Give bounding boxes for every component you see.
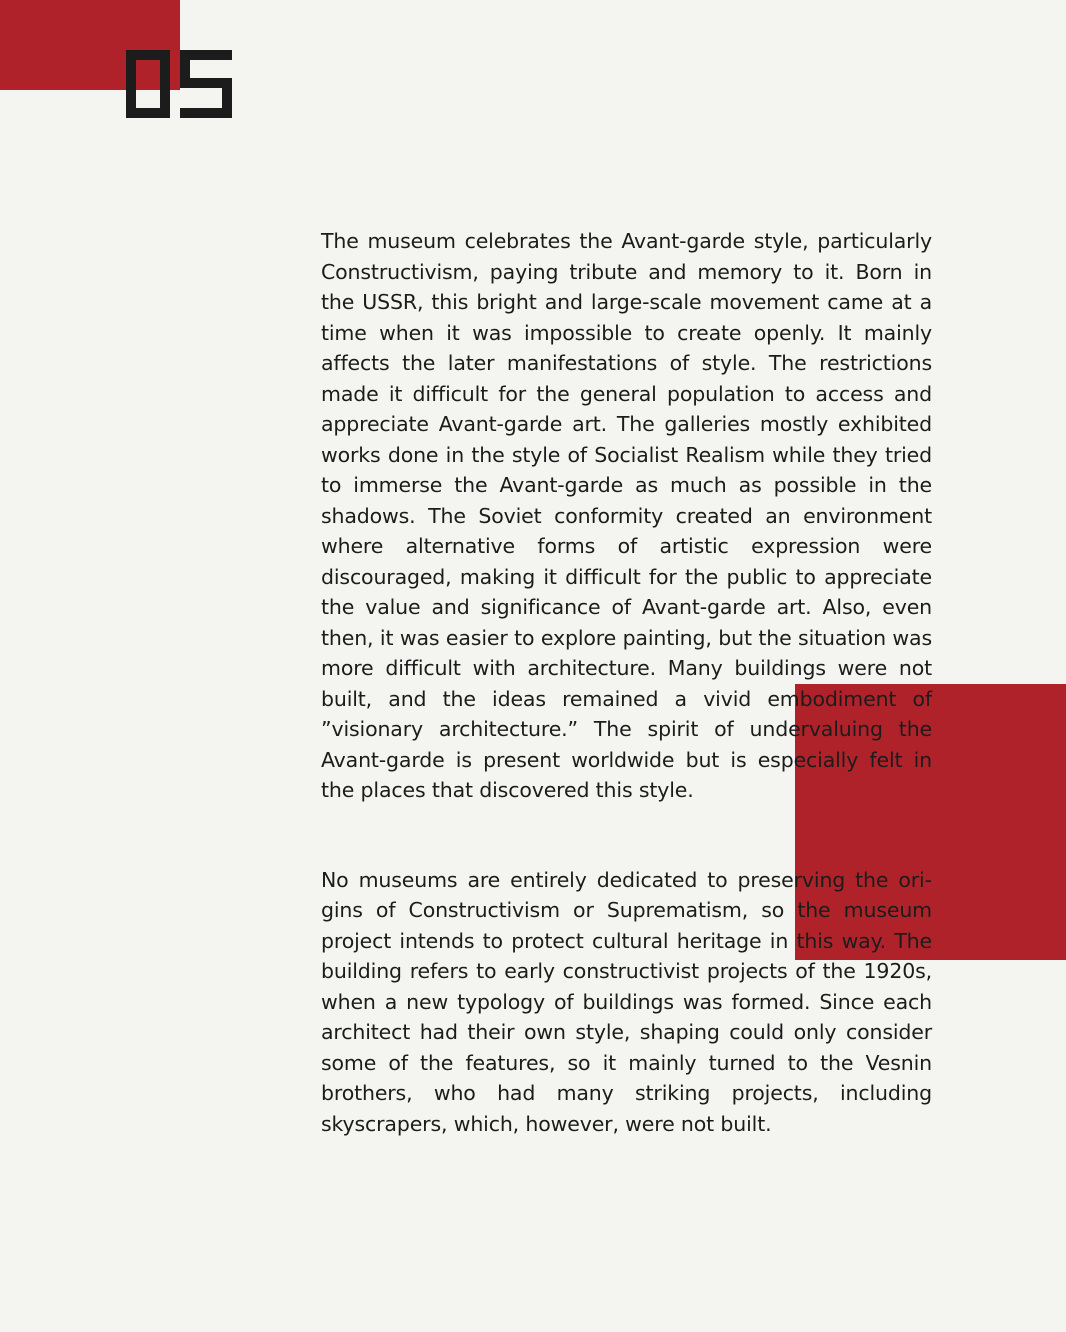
body-paragraph-1: The museum celebrates the Avant-garde style, particularly Constructivism, paying tribute and memory to it. Born in the USSR, this bright and large-scale movement came at a time when it was impossible to create openly. It mainly affects the later manifestations of style. The restrictions made it difficult for the general population to access and appreciate Avant-garde art. The galleries mostly exhibited works done in the style of Socialist Realism while they tried to immerse the Avant-garde as much as possible in the shadows. The Soviet conformity created an environment where alternative forms of artistic expression were discouraged, making it difficult for the public to appreciate the value and significance of Avant-garde art. Also, even then, it was easier to explore painting, but the situation was more difficult with architecture. Many buildings were not built, and the ideas remained a vivid embodiment of ”visionary architecture.” The spirit of undervaluing the Avant-garde is present worldwide but is especially felt in the places that discovered this style. bbox=[321, 229, 932, 802]
page-number bbox=[124, 48, 234, 122]
body-text-column bbox=[321, 226, 932, 1139]
page-number-digit-5 bbox=[180, 50, 232, 118]
page-number-digit-0 bbox=[126, 50, 170, 118]
body-paragraph-2: No museums are entirely dedicated to preserving the origins of Constructivism or Suprematism, so the museum project intends to protect cultural heritage in this way. The building refers to early constructivist projects of the 1920s, when a new typology of buildings was formed. Since each architect had their own style, shaping could only consider some of the features, so it mainly turned to the Vesnin brothers, who had many striking projects, including skyscrapers, which, however, were not built. bbox=[321, 867, 932, 1136]
